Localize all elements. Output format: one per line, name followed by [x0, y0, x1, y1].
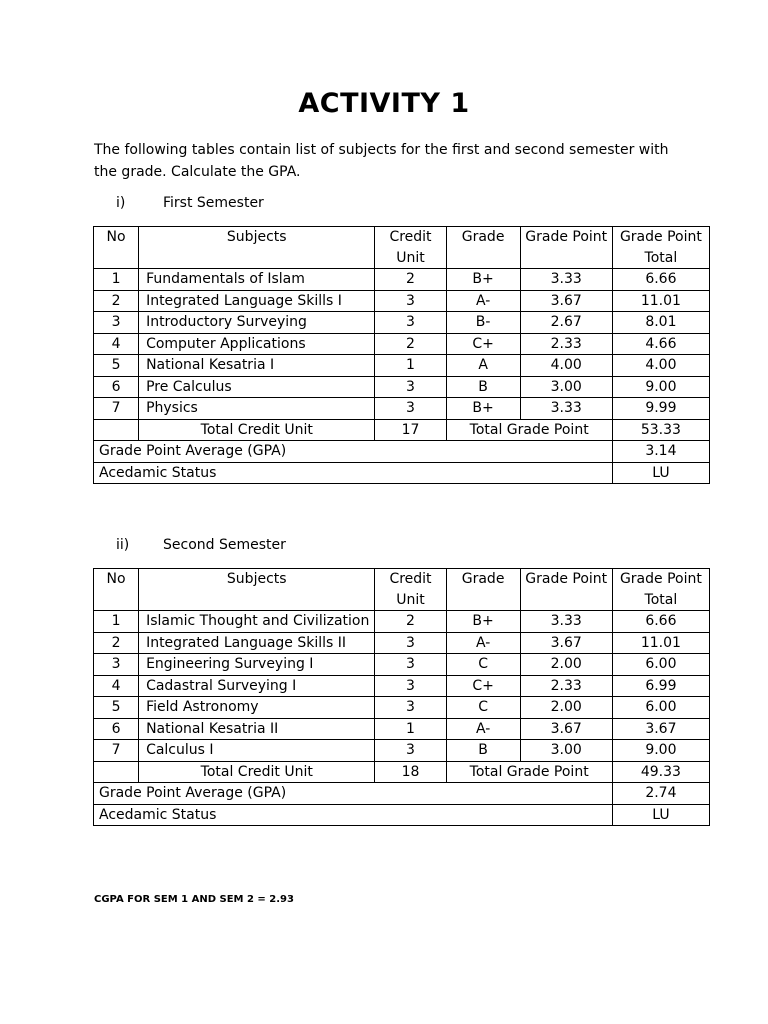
table-row [94, 269, 710, 291]
cell-subject: National Kesatria II [139, 718, 375, 740]
cell-grade: C [446, 697, 520, 719]
status-row [94, 804, 710, 826]
cell-no: 1 [94, 611, 139, 633]
cell-subject: Integrated Language Skills I [139, 290, 375, 312]
header-grade: Grade [446, 227, 520, 269]
table-row [94, 290, 710, 312]
cell-total: 3.67 [612, 718, 709, 740]
cell-no: 2 [94, 632, 139, 654]
header-no: No [94, 569, 139, 611]
cell-subject: Introductory Surveying [139, 312, 375, 334]
cell-no: 3 [94, 312, 139, 334]
empty-cell [94, 761, 139, 783]
section-numeral: ii) [116, 537, 130, 553]
cell-no: 6 [94, 718, 139, 740]
cell-credit: 3 [375, 697, 446, 719]
cell-total: 8.01 [612, 312, 709, 334]
cell-point: 2.33 [520, 675, 612, 697]
cell-grade: B- [446, 312, 520, 334]
total-grade-point-label: Total Grade Point [446, 761, 612, 783]
cell-subject: Fundamentals of Islam [139, 269, 375, 291]
total-grade-point-label: Total Grade Point [446, 419, 612, 441]
table-header-row [94, 227, 710, 269]
cell-no: 5 [94, 355, 139, 377]
cell-total: 6.99 [612, 675, 709, 697]
cell-credit: 1 [375, 718, 446, 740]
cell-subject: Field Astronomy [139, 697, 375, 719]
cell-grade: A [446, 355, 520, 377]
cell-total: 6.66 [612, 611, 709, 633]
gpa-label: Grade Point Average (GPA) [94, 441, 613, 463]
status-label: Acedamic Status [94, 804, 613, 826]
cgpa-summary: CGPA FOR SEM 1 AND SEM 2 = 2.93 [94, 894, 294, 905]
section-heading-first-semester [116, 195, 264, 211]
gpa-row [94, 783, 710, 805]
cell-subject: Computer Applications [139, 333, 375, 355]
cell-grade: A- [446, 718, 520, 740]
table-row [94, 376, 710, 398]
header-grade-point-total: Grade Point Total [612, 227, 709, 269]
cell-total: 11.01 [612, 632, 709, 654]
cell-grade: C [446, 654, 520, 676]
status-value: LU [612, 804, 709, 826]
table-row [94, 718, 710, 740]
second-semester-table [93, 568, 710, 826]
cell-no: 6 [94, 376, 139, 398]
cell-grade: B+ [446, 398, 520, 420]
first-semester-table [93, 226, 710, 484]
cell-subject: Integrated Language Skills II [139, 632, 375, 654]
cell-total: 9.00 [612, 740, 709, 762]
cell-credit: 3 [375, 740, 446, 762]
cell-total: 6.66 [612, 269, 709, 291]
cell-subject: Physics [139, 398, 375, 420]
table-row [94, 398, 710, 420]
cell-point: 3.00 [520, 376, 612, 398]
header-no: No [94, 227, 139, 269]
cell-grade: A- [446, 290, 520, 312]
table-row [94, 697, 710, 719]
section-numeral: i) [116, 195, 126, 211]
table-row [94, 312, 710, 334]
cell-point: 3.00 [520, 740, 612, 762]
total-credit-value: 18 [375, 761, 446, 783]
gpa-value: 2.74 [612, 783, 709, 805]
cell-grade: C+ [446, 675, 520, 697]
header-credit-unit: Credit Unit [375, 569, 446, 611]
gpa-value: 3.14 [612, 441, 709, 463]
cell-total: 4.66 [612, 333, 709, 355]
table-header-row [94, 569, 710, 611]
cell-subject: National Kesatria I [139, 355, 375, 377]
cell-point: 4.00 [520, 355, 612, 377]
cell-credit: 1 [375, 355, 446, 377]
section-title: Second Semester [163, 537, 286, 553]
cell-no: 7 [94, 740, 139, 762]
cell-grade: B+ [446, 269, 520, 291]
table-row [94, 632, 710, 654]
cell-grade: C+ [446, 333, 520, 355]
cell-credit: 3 [375, 376, 446, 398]
total-credit-label: Total Credit Unit [139, 761, 375, 783]
cell-point: 3.67 [520, 718, 612, 740]
table-row [94, 355, 710, 377]
cell-point: 2.00 [520, 697, 612, 719]
cell-point: 2.67 [520, 312, 612, 334]
header-grade-point-total: Grade Point Total [612, 569, 709, 611]
cell-no: 3 [94, 654, 139, 676]
totals-row [94, 419, 710, 441]
cell-point: 3.33 [520, 398, 612, 420]
page-title: ACTIVITY 1 [298, 88, 470, 119]
header-subjects: Subjects [139, 569, 375, 611]
cell-no: 2 [94, 290, 139, 312]
cell-point: 3.67 [520, 632, 612, 654]
cell-total: 9.00 [612, 376, 709, 398]
cell-total: 11.01 [612, 290, 709, 312]
status-row [94, 462, 710, 484]
empty-cell [94, 419, 139, 441]
cell-no: 5 [94, 697, 139, 719]
header-credit-unit: Credit Unit [375, 227, 446, 269]
cell-point: 2.00 [520, 654, 612, 676]
cell-no: 4 [94, 675, 139, 697]
cell-grade: A- [446, 632, 520, 654]
cell-credit: 3 [375, 675, 446, 697]
cell-credit: 3 [375, 654, 446, 676]
totals-row [94, 761, 710, 783]
cell-point: 3.33 [520, 611, 612, 633]
cell-total: 6.00 [612, 654, 709, 676]
table-row [94, 740, 710, 762]
table-row [94, 675, 710, 697]
cell-point: 3.67 [520, 290, 612, 312]
table-row [94, 333, 710, 355]
cell-point: 2.33 [520, 333, 612, 355]
gpa-label: Grade Point Average (GPA) [94, 783, 613, 805]
header-grade-point: Grade Point [520, 227, 612, 269]
total-grade-point-value: 53.33 [612, 419, 709, 441]
cell-grade: B+ [446, 611, 520, 633]
status-value: LU [612, 462, 709, 484]
cell-subject: Engineering Surveying I [139, 654, 375, 676]
table-row [94, 611, 710, 633]
intro-text: The following tables contain list of subjects for the first and second semester with the grade. Calculate the GPA. [94, 142, 669, 180]
section-title: First Semester [163, 195, 264, 211]
cell-credit: 2 [375, 611, 446, 633]
cell-subject: Cadastral Surveying I [139, 675, 375, 697]
gpa-row [94, 441, 710, 463]
cell-total: 6.00 [612, 697, 709, 719]
header-subjects: Subjects [139, 227, 375, 269]
cell-grade: B [446, 740, 520, 762]
cell-grade: B [446, 376, 520, 398]
cell-credit: 2 [375, 333, 446, 355]
cell-no: 4 [94, 333, 139, 355]
cell-credit: 3 [375, 312, 446, 334]
cell-point: 3.33 [520, 269, 612, 291]
total-grade-point-value: 49.33 [612, 761, 709, 783]
cell-total: 9.99 [612, 398, 709, 420]
cell-no: 1 [94, 269, 139, 291]
cell-subject: Islamic Thought and Civilization [139, 611, 375, 633]
cell-no: 7 [94, 398, 139, 420]
cell-total: 4.00 [612, 355, 709, 377]
header-grade: Grade [446, 569, 520, 611]
cell-credit: 3 [375, 632, 446, 654]
table-row [94, 654, 710, 676]
cell-subject: Pre Calculus [139, 376, 375, 398]
section-heading-second-semester [116, 537, 286, 553]
status-label: Acedamic Status [94, 462, 613, 484]
cell-credit: 3 [375, 398, 446, 420]
total-credit-label: Total Credit Unit [139, 419, 375, 441]
cell-subject: Calculus I [139, 740, 375, 762]
header-grade-point: Grade Point [520, 569, 612, 611]
cell-credit: 3 [375, 290, 446, 312]
cell-credit: 2 [375, 269, 446, 291]
total-credit-value: 17 [375, 419, 446, 441]
